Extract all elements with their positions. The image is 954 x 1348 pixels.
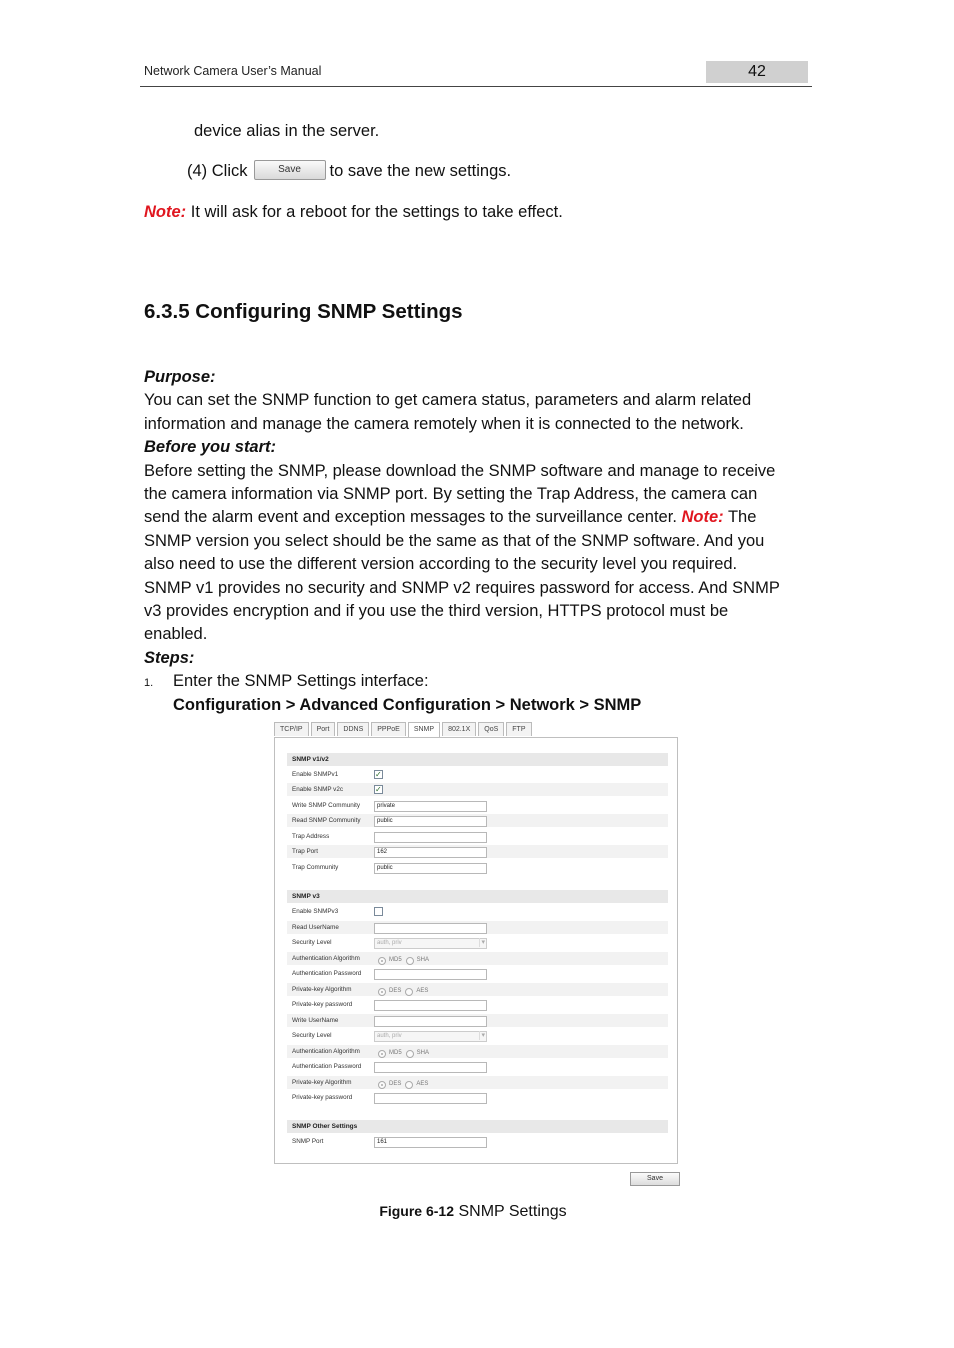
- label-write-username: Write UserName: [292, 1017, 339, 1024]
- enable-snmpv1-checkbox[interactable]: [374, 770, 383, 779]
- enable-snmpv3-checkbox[interactable]: [374, 907, 383, 916]
- before-line: the camera information via SNMP port. By setting the Trap Address, the camera can: [144, 485, 758, 504]
- purpose-line: You can set the SNMP function to get camera status, parameters and alarm related: [144, 391, 752, 410]
- tab-qos[interactable]: QoS: [478, 722, 504, 736]
- label-privkey-password: Private-key password: [292, 1001, 353, 1008]
- steps-label: Steps:: [144, 648, 195, 667]
- label-trap-address: Trap Address: [292, 833, 330, 840]
- row-privkey-algorithm: [287, 983, 668, 996]
- md5-label: MD5: [389, 957, 402, 963]
- section-heading: 6.3.5 Configuring SNMP Settings: [144, 300, 463, 323]
- md5-radio[interactable]: [378, 1050, 386, 1058]
- manual-title: Network Camera User’s Manual: [144, 64, 322, 78]
- label-auth-algorithm: Authentication Algorithm: [292, 1048, 360, 1055]
- body-block: [144, 366, 834, 717]
- tab-snmp[interactable]: SNMP: [408, 722, 440, 737]
- figure-number: Figure 6-12: [379, 1203, 455, 1219]
- before-line: also need to use the different version according to the security level you required.: [144, 555, 738, 574]
- label-read-community: Read SNMP Community: [292, 817, 361, 824]
- snmp-settings-panel: [274, 737, 678, 1164]
- read-username-input[interactable]: [374, 923, 487, 934]
- row-read-community: [287, 814, 668, 827]
- row-security-level-2: [287, 1029, 668, 1042]
- write-auth-password-input[interactable]: [374, 1062, 487, 1073]
- tab-8021x[interactable]: 802.1X: [442, 722, 476, 736]
- before-line: Before setting the SNMP, please download the SNMP software and manage to receive: [144, 461, 776, 480]
- row-auth-password-2: [287, 1060, 668, 1073]
- trap-address-input[interactable]: [374, 832, 487, 843]
- row-security-level: [287, 936, 668, 949]
- label-auth-password: Authentication Password: [292, 1063, 362, 1070]
- before-line-part: send the alarm event and exception messages to the surveillance center.: [144, 508, 677, 527]
- snmp-port-input[interactable]: 161: [374, 1137, 487, 1148]
- label-privkey-algorithm: Private-key Algorithm: [292, 1079, 352, 1086]
- des-label: DES: [389, 1081, 402, 1087]
- row-privkey-algorithm-2: [287, 1076, 668, 1089]
- before-line: SNMP v1 provides no security and SNMP v2 requires password for access. And SNMP: [144, 578, 780, 597]
- label-security-level: Security Level: [292, 939, 332, 946]
- step-1-path: Configuration > Advanced Configuration > Network > SNMP: [173, 695, 642, 714]
- row-privkey-password-2: [287, 1091, 668, 1104]
- label-auth-password: Authentication Password: [292, 970, 362, 977]
- trap-port-input[interactable]: 162: [374, 847, 487, 858]
- sha-radio[interactable]: [406, 957, 414, 965]
- label-privkey-password: Private-key password: [292, 1094, 353, 1101]
- row-write-community: [287, 799, 668, 812]
- write-privkey-algorithm-radios: [374, 1078, 428, 1091]
- figure-caption: [0, 1203, 946, 1221]
- read-community-input[interactable]: public: [374, 816, 487, 827]
- save-button[interactable]: Save: [630, 1172, 680, 1186]
- row-snmp-port: [287, 1135, 668, 1148]
- tab-tcpip[interactable]: TCP/IP: [274, 722, 309, 736]
- tab-ddns[interactable]: DDNS: [337, 722, 369, 736]
- des-radio[interactable]: [378, 1081, 386, 1089]
- row-auth-algorithm-2: [287, 1045, 668, 1058]
- write-security-level-select[interactable]: auth, priv ▾: [374, 1031, 487, 1042]
- trap-community-input[interactable]: public: [374, 863, 487, 874]
- des-radio[interactable]: [378, 988, 386, 996]
- header-divider: [140, 86, 812, 87]
- write-auth-algorithm-radios: [374, 1047, 429, 1060]
- row-write-username: [287, 1014, 668, 1027]
- label-read-username: Read UserName: [292, 924, 339, 931]
- read-privkey-algorithm-radios: [374, 985, 428, 998]
- before-line: SNMP version you select should be the same as that of the SNMP software. And you: [144, 531, 765, 550]
- aes-label: AES: [416, 1081, 429, 1087]
- sha-radio[interactable]: [406, 1050, 414, 1058]
- tab-pppoe[interactable]: PPPoE: [371, 722, 406, 736]
- row-trap-port: [287, 845, 668, 858]
- enable-snmpv2c-checkbox[interactable]: [374, 785, 383, 794]
- step-1-text: Enter the SNMP Settings interface:: [173, 672, 429, 691]
- page-number: 42: [706, 61, 808, 83]
- des-label: DES: [389, 988, 402, 994]
- step-1-number: 1.: [144, 677, 154, 690]
- step-4-suffix: to save the new settings.: [329, 162, 512, 180]
- before-line-part: The: [727, 508, 757, 527]
- write-privkey-password-input[interactable]: [374, 1093, 487, 1104]
- sha-label: SHA: [416, 957, 430, 963]
- step-1: [144, 670, 834, 693]
- label-enable-v2c: Enable SNMP v2c: [292, 786, 343, 793]
- before-line: [144, 506, 834, 529]
- label-enable-v1: Enable SNMPv1: [292, 771, 339, 778]
- purpose-label: Purpose:: [144, 368, 216, 386]
- section-snmp-v1v2: SNMP v1/v2: [287, 753, 668, 766]
- network-tabs: [274, 722, 534, 737]
- row-trap-community: [287, 861, 668, 874]
- note-label: Note:: [144, 203, 187, 221]
- purpose-line: information and manage the camera remotely when it is connected to the network.: [144, 414, 744, 433]
- tab-port[interactable]: Port: [311, 722, 336, 736]
- before-line: enabled.: [144, 625, 208, 644]
- label-privkey-algorithm: Private-key Algorithm: [292, 986, 352, 993]
- read-auth-algorithm-radios: [374, 954, 429, 967]
- label-auth-algorithm: Authentication Algorithm: [292, 955, 360, 962]
- tab-ftp[interactable]: FTP: [506, 722, 531, 736]
- step-4-line: [187, 160, 511, 183]
- note-label: Note:: [681, 508, 724, 527]
- read-privkey-password-input[interactable]: [374, 1000, 487, 1011]
- label-write-community: Write SNMP Community: [292, 802, 360, 809]
- read-security-level-select[interactable]: auth, priv ▾: [374, 938, 487, 949]
- figure-title: SNMP Settings: [458, 1203, 567, 1220]
- md5-radio[interactable]: [378, 957, 386, 965]
- label-security-level: Security Level: [292, 1032, 332, 1039]
- section-snmp-other: SNMP Other Settings: [287, 1120, 668, 1133]
- reboot-note: [144, 201, 563, 224]
- row-enable-v1: [287, 768, 668, 781]
- aes-radio[interactable]: [405, 1081, 413, 1089]
- note-text: It will ask for a reboot for the settings to take effect.: [190, 203, 563, 221]
- before-line: v3 provides encryption and if you use the third version, HTTPS protocol must be: [144, 602, 729, 621]
- section-snmp-v3: SNMP v3: [287, 890, 668, 903]
- label-trap-community: Trap Community: [292, 864, 339, 871]
- row-enable-v2c: [287, 783, 668, 796]
- write-community-input[interactable]: private: [374, 801, 487, 812]
- md5-label: MD5: [389, 1050, 402, 1056]
- row-auth-algorithm: [287, 952, 668, 965]
- row-read-username: [287, 921, 668, 934]
- sha-label: SHA: [416, 1050, 430, 1056]
- label-trap-port: Trap Port: [292, 848, 319, 855]
- row-auth-password: [287, 967, 668, 980]
- intro-line: device alias in the server.: [194, 122, 380, 140]
- step-4-prefix: (4) Click: [187, 162, 248, 180]
- read-auth-password-input[interactable]: [374, 969, 487, 980]
- row-trap-address: [287, 830, 668, 843]
- inline-save-button[interactable]: Save: [254, 160, 326, 180]
- aes-label: AES: [416, 988, 429, 994]
- aes-radio[interactable]: [405, 988, 413, 996]
- write-username-input[interactable]: [374, 1016, 487, 1027]
- row-enable-v3: [287, 905, 668, 918]
- label-enable-v3: Enable SNMPv3: [292, 908, 339, 915]
- row-privkey-password: [287, 998, 668, 1011]
- before-label: Before you start:: [144, 438, 277, 457]
- label-snmp-port: SNMP Port: [292, 1138, 324, 1145]
